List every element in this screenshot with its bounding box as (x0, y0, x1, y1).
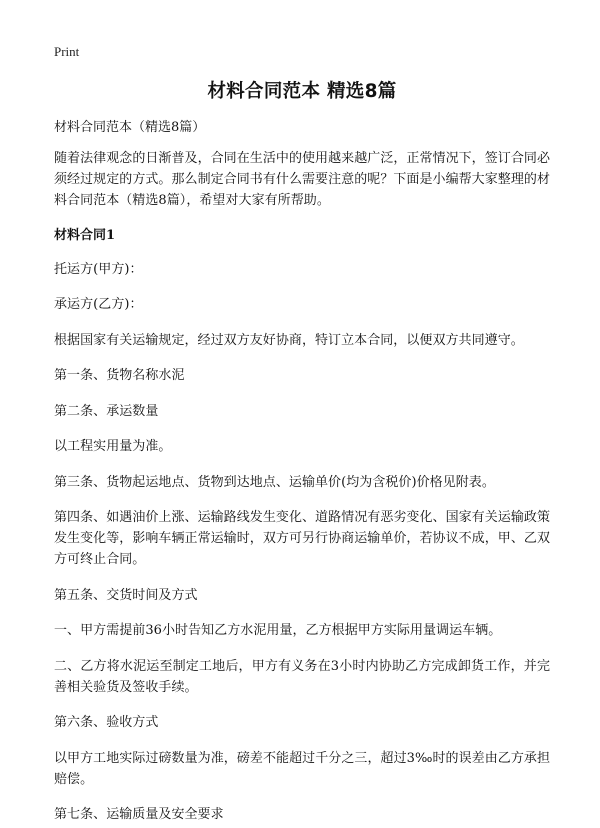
article-6: 第六条、验收方式 (54, 715, 159, 730)
party-a-line: 托运方(甲方)： (54, 261, 143, 277)
article-5-clause-2: 二、乙方将水泥运至制定工地后，甲方有义务在3小时内协助乙方完成卸货工作，并完善相关验货及签收手续。 (54, 658, 550, 695)
print-link[interactable]: Print (54, 44, 80, 59)
article-6-body: 以甲方工地实际过磅数量为准，磅差不能超过千分之三，超过3‰时的误差由乙方承担赔偿。 (54, 750, 550, 787)
intro-paragraph: 随着法律观念的日渐普及，合同在生活中的使用越来越广泛，正常情况下，签订合同必须经过规定的方式。那么制定合同书有什么需要注意的呢？下面是小编帮大家整理的材料合同范本（精选8篇），希望对大家有所帮助。 (54, 151, 550, 208)
article-2: 第二条、承运数量 (54, 403, 159, 419)
article-7: 第七条、运输质量及安全要求 (54, 807, 224, 822)
article-5-clause-1: 一、甲方需提前36小时告知乙方水泥用量，乙方根据甲方实际用量调运车辆。 (54, 623, 502, 638)
article-2-body: 以工程实用量为准。 (54, 439, 172, 454)
party-b-line: 承运方(乙方)： (54, 297, 143, 312)
section-heading: 材料合同1 (54, 227, 116, 243)
article-3: 第三条、货物起运地点、货物到达地点、运输单价(均为含税价)价格见附表。 (54, 474, 495, 490)
document-subtitle: 材料合同范本（精选8篇） (54, 120, 206, 135)
document-title: 材料合同范本 精选8篇 (207, 81, 397, 102)
article-4: 第四条、如遇油价上涨、运输路线发生变化、道路情况有恶劣变化、国家有关运输政策发生变化等，影响车辆正常运输时，双方可另行协商运输单价，若协议不成，甲、乙双方可终止合同。 (54, 510, 550, 567)
article-1: 第一条、货物名称水泥 (54, 368, 185, 383)
article-5: 第五条、交货时间及方式 (54, 587, 198, 603)
preamble-paragraph: 根据国家有关运输规定，经过双方友好协商，特订立本合同，以便双方共同遵守。 (54, 332, 524, 348)
